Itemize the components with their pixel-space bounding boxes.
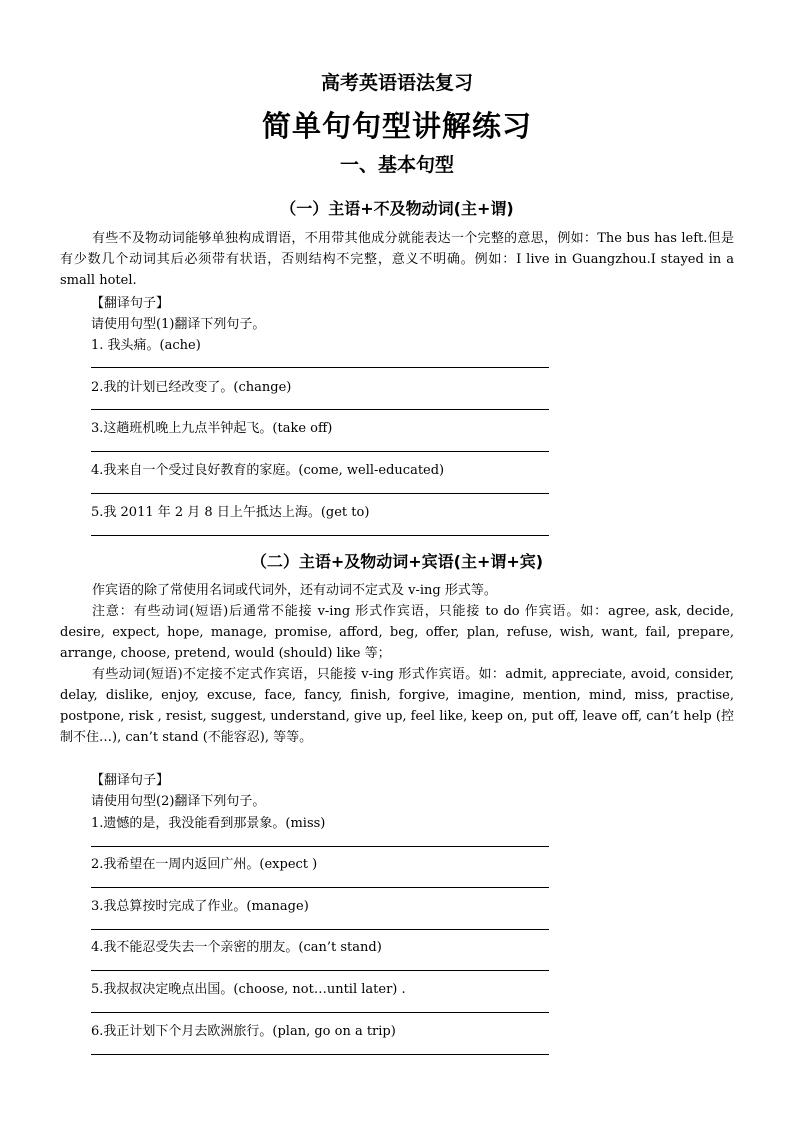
section2-item: 3.我总算按时完成了作业。(manage): [91, 899, 309, 914]
document-title: 高考英语语法复习: [320, 72, 473, 94]
section1-item: 3.这趟班机晚上九点半钟起飞。(take off): [91, 421, 333, 436]
main-title: 简单句句型讲解练习: [261, 109, 532, 143]
section2-item: 1.遗憾的是，我没能看到那景象。(miss): [91, 816, 326, 831]
answer-line[interactable]: [91, 970, 549, 971]
section2-instruction: 请使用句型(2)翻译下列句子。: [91, 794, 266, 809]
section2-item: 2.我希望在一周内返回广州。(expect ): [91, 857, 318, 872]
answer-line[interactable]: [91, 409, 549, 410]
section1-item: 1. 我头痛。(ache): [91, 338, 201, 353]
section2-heading: （二）主语+及物动词+宾语(主+谓+宾): [250, 552, 544, 571]
answer-line[interactable]: [91, 929, 549, 930]
answer-line[interactable]: [91, 1012, 549, 1013]
answer-line[interactable]: [91, 493, 549, 494]
section2-item: 4.我不能忍受失去一个亲密的朋友。(can’t stand): [91, 940, 382, 955]
section2-intro: 作宾语的除了常使用名词或代词外，还有动词不定式及 v-ing 形式等。: [92, 583, 497, 598]
section2-note-to-do: 注意：有些动词(短语)后通常不能接 v-ing 形式作宾语，只能接 to do 作宾语。如：agree, ask, decide, desire, expect, hope, manage, promise, afford, beg, offer, plan, refuse, wish, want, fail, prepare, arrange, choose, pretend, would (should) like 等；: [60, 604, 734, 661]
part-heading: 一、基本句型: [339, 154, 454, 176]
section2-item: 6.我正计划下个月去欧洲旅行。(plan, go on a trip): [91, 1024, 396, 1039]
answer-line[interactable]: [91, 367, 549, 368]
section2-item: 5.我叔叔决定晚点出国。(choose, not…until later) .: [91, 982, 406, 997]
answer-line[interactable]: [91, 535, 549, 536]
section2-exercise-label: 【翻译句子】: [91, 773, 170, 788]
section1-heading: （一）主语+不及物动词(主+谓): [280, 199, 514, 218]
answer-line[interactable]: [91, 846, 549, 847]
section1-item: 5.我 2011 年 2 月 8 日上午抵达上海。(get to): [91, 505, 370, 520]
section1-intro: 有些不及物动词能够单独构成谓语，不用带其他成分就能表达一个完整的意思，例如：The bus has left.但是有少数几个动词其后必须带有状语，否则结构不完整，意义不明确。例如：I live in Guangzhou.I stayed in a small hotel.: [60, 231, 734, 288]
answer-line[interactable]: [91, 1054, 549, 1055]
section2-note-v-ing: 有些动词(短语)不定接不定式作宾语，只能接 v-ing 形式作宾语。如：admit, appreciate, avoid, consider, delay, dislike, enjoy, excuse, face, fancy, finish, forgive, imagine, mention, mind, miss, practise, postpone, risk , resist, suggest, understand, give up, feel like, keep on, put off, leave off, can’t help (控制不住…), can’t stand (不能容忍), 等等。: [60, 667, 734, 745]
answer-line[interactable]: [91, 887, 549, 888]
section1-item: 2.我的计划已经改变了。(change): [91, 380, 292, 395]
answer-line[interactable]: [91, 451, 549, 452]
section1-instruction: 请使用句型(1)翻译下列句子。: [91, 317, 266, 332]
section1-exercise-label: 【翻译句子】: [91, 296, 170, 311]
section1-item: 4.我来自一个受过良好教育的家庭。(come, well-educated): [91, 463, 445, 478]
